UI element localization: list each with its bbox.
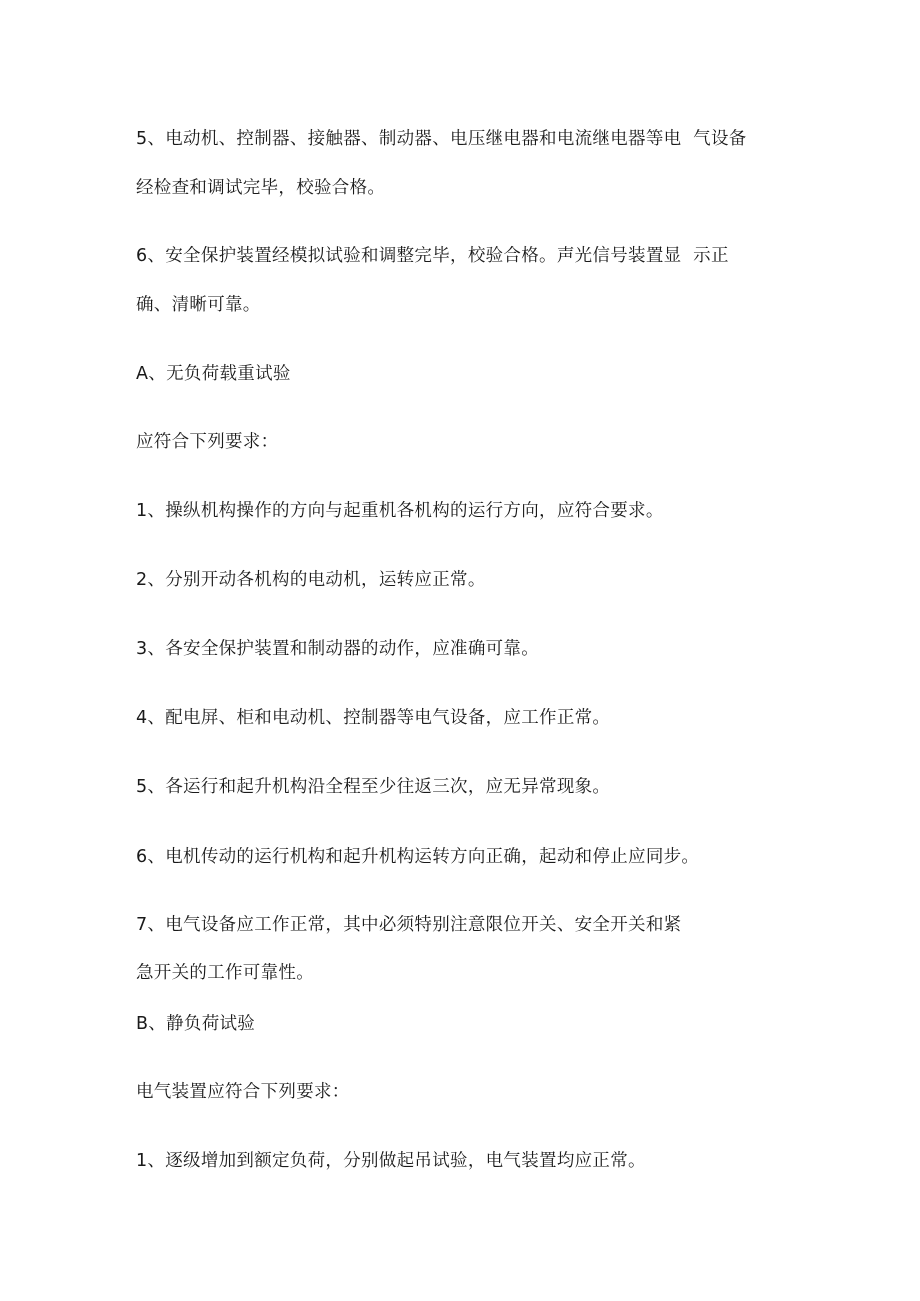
- list-item: 7、电气设备应工作正常，其中必须特别注意限位开关、安全开关和紧: [136, 915, 682, 935]
- list-item: 2、分别开动各机构的电动机，运转应正常。: [136, 570, 486, 590]
- paragraph-line: 5、电动机、控制器、接触器、制动器、电压继电器和电流继电器等电 气设备: [136, 129, 747, 149]
- paragraph-line: 应符合下列要求：: [136, 432, 279, 452]
- paragraph-line: 6、安全保护装置经模拟试验和调整完毕，校验合格。声光信号装置显 示正: [136, 246, 729, 266]
- list-item: 3、各安全保护装置和制动器的动作，应准确可靠。: [136, 639, 540, 659]
- list-item: 4、配电屏、柜和电动机、控制器等电气设备，应工作正常。: [136, 708, 611, 728]
- paragraph-line: 确、清晰可靠。: [136, 295, 261, 315]
- list-item: 5、各运行和起升机构沿全程至少往返三次，应无异常现象。: [136, 777, 611, 797]
- list-item: 6、电机传动的运行机构和起升机构运转方向正确，起动和停止应同步。: [136, 847, 700, 867]
- section-heading: A、无负荷载重试验: [136, 364, 291, 384]
- paragraph-line: 经检查和调试完毕，校验合格。: [136, 178, 386, 198]
- section-heading: B、静负荷试验: [136, 1014, 256, 1034]
- list-item: 1、操纵机构操作的方向与起重机各机构的运行方向，应符合要求。: [136, 501, 664, 521]
- paragraph-line: 电气装置应符合下列要求：: [136, 1082, 350, 1102]
- list-item: 1、逐级增加到额定负荷，分别做起吊试验，电气装置均应正常。: [136, 1151, 646, 1171]
- paragraph-line: 急开关的工作可靠性。: [136, 963, 314, 983]
